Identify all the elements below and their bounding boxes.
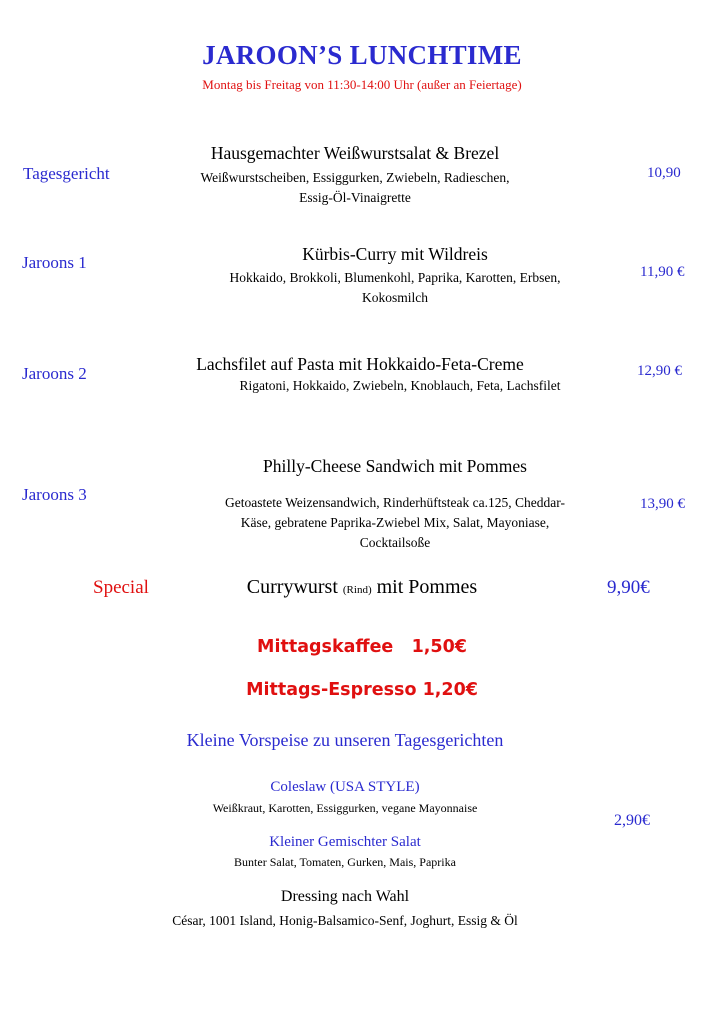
dish-description: Käse, gebratene Paprika-Zwiebel Mix, Salat, Mayoniase, [240,515,550,530]
opening-hours: Montag bis Freitag von 11:30-14:00 Uhr (außer an Feiertage) [202,77,522,92]
dish-price: 13,90 € [640,496,685,512]
item-label-jaroons-3: Jaroons 3 [22,485,87,504]
dish-description: Cocktailsoße [359,535,431,550]
dish-price: 12,90 € [637,363,682,379]
drink-espresso: Mittags-Espresso 1,20€ [246,680,478,700]
special-dish-note: (Rind) [342,584,372,596]
special-dish-suffix: mit Pommes [376,576,478,598]
item-label-jaroons-1: Jaroons 1 [22,253,87,272]
dish-description: Weißwurstscheiben, Essiggurken, Zwiebeln, Radieschen, [200,170,510,185]
starters-price: 2,90€ [614,812,650,829]
dish-name: Hausgemachter Weißwurstsalat & Brezel [210,143,500,163]
starter-salad-name: Kleiner Gemischter Salat [269,834,421,850]
dish-name: Kürbis-Curry mit Wildreis [302,244,488,264]
dish-price: 11,90 € [640,264,685,280]
starter-salad-description: Bunter Salat, Tomaten, Gurken, Mais, Paprika [234,855,456,869]
starter-coleslaw-name: Coleslaw (USA STYLE) [270,779,420,795]
dish-price: 10,90 [647,165,681,181]
dish-description: Essig-Öl-Vinaigrette [299,190,411,205]
dressing-name: Dressing nach Wahl [280,888,410,905]
dish-name: Philly-Cheese Sandwich mit Pommes [263,456,527,476]
dish-name: Lachsfilet auf Pasta mit Hokkaido-Feta-Creme [196,354,524,374]
special-dish-name: Currywurst [246,576,338,598]
starters-heading: Kleine Vorspeise zu unseren Tagesgerichten [186,730,504,750]
dish-description: Rigatoni, Hokkaido, Zwiebeln, Knoblauch, Feta, Lachsfilet [239,378,561,393]
dish-description: Hokkaido, Brokkoli, Blumenkohl, Paprika, Karotten, Erbsen, [229,270,561,285]
dish-description: Kokosmilch [362,290,428,305]
menu-title: JAROON’S LUNCHTIME [202,40,522,70]
special-price: 9,90€ [607,577,650,598]
dressing-options: César, 1001 Island, Honig-Balsamico-Senf, Joghurt, Essig & Öl [172,913,518,928]
starter-coleslaw-description: Weißkraut, Karotten, Essiggurken, vegane Mayonnaise [212,801,478,815]
drink-coffee: Mittagskaffee 1,50€ [257,637,467,657]
special-label: Special [93,577,149,598]
item-label-tagesgericht: Tagesgericht [23,164,110,183]
item-label-jaroons-2: Jaroons 2 [22,364,87,383]
dish-description: Getoastete Weizensandwich, Rinderhüftsteak ca.125, Cheddar- [225,495,565,510]
